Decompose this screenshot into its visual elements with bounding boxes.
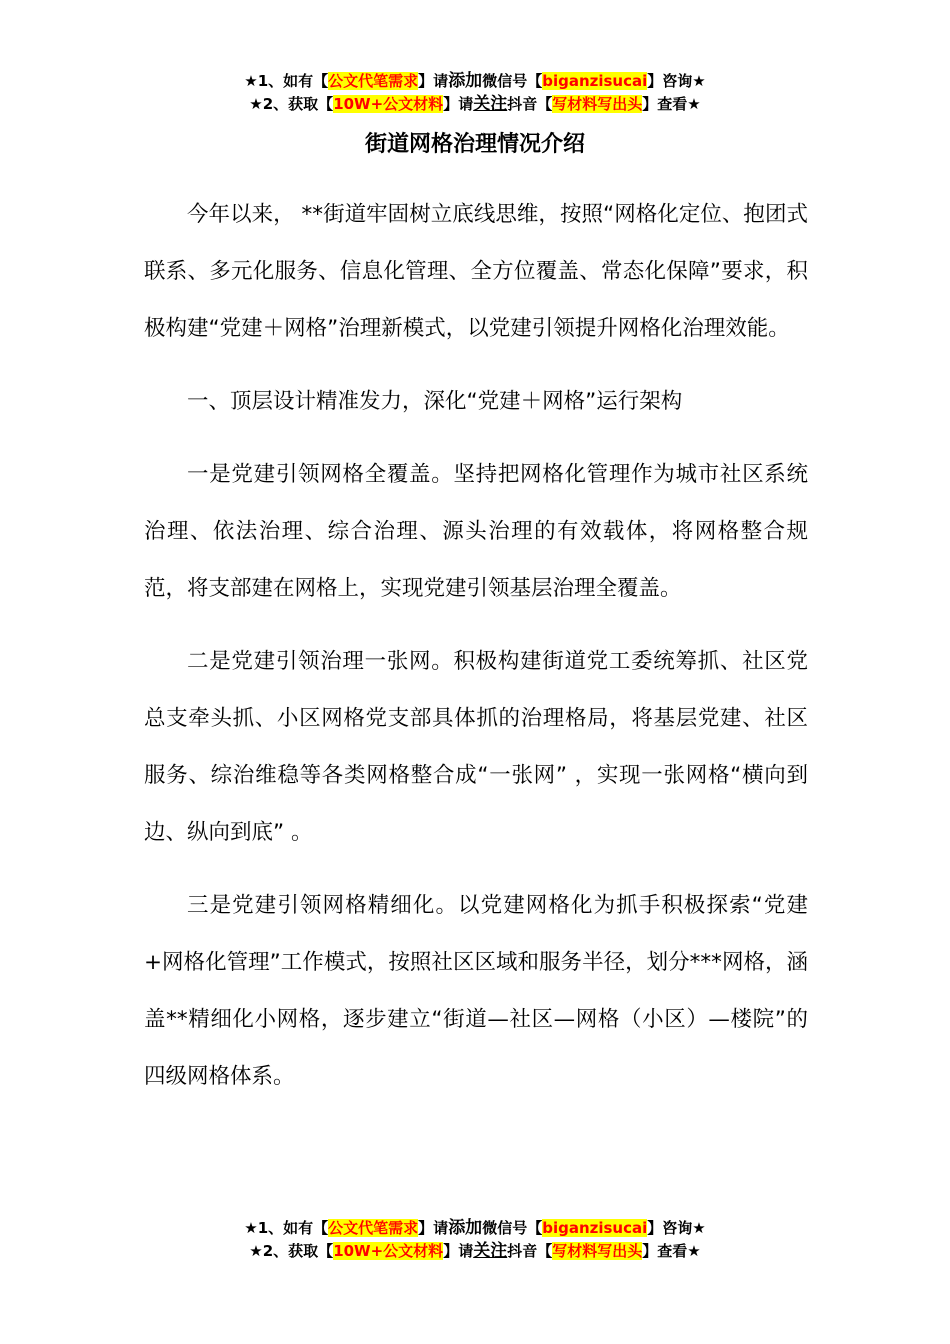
section-heading: 一、顶层设计精准发力，深化“党建＋网格”运行架构 <box>187 389 683 414</box>
banner-line-1 <box>0 70 950 93</box>
paragraph-point-2: 二是党建引领治理一张网。积极构建街道党工委统筹抓、社区党总支牵头抓、小区网格党支部具体抓的治理格局，将基层党建、社区服务、综治维稳等各类网格整合成“一张网” ，实现一张网格“横向到边、纵向到底” 。 <box>144 649 808 845</box>
paragraph-intro: 今年以来， **街道牢固树立底线思维，按照“网格化定位、抱团式联系、多元化服务、信息化管理、全方位覆盖、常态化保障”要求，积极构建“党建＋网格”治理新模式，以党建引领提升网格化治理效能。 <box>144 202 808 341</box>
banner-highlight: 10W+公文材料 <box>333 95 444 113</box>
document-body <box>144 186 808 1121</box>
banner-text: 微信号【 <box>482 72 543 90</box>
banner-text: 抖音【 <box>507 1242 553 1260</box>
banner-emphasis: 添加 <box>448 1218 483 1238</box>
banner-text: 】请 <box>443 1242 474 1260</box>
banner-highlight: biganzisucai <box>542 1219 648 1237</box>
banner-line-1 <box>0 1217 950 1240</box>
banner-highlight: 写材料写出头 <box>552 1242 643 1260</box>
banner-emphasis: 关注 <box>473 94 508 114</box>
paragraph-point-3: 三是党建引领网格精细化。以党建网格化为抓手积极探索“党建+网格化管理”工作模式，按照社区区域和服务半径，划分***网格，涵盖**精细化小网格，逐步建立“街道—社区—网格（小区）—楼院”的四级网格体系。 <box>144 893 808 1089</box>
banner-line-2 <box>0 1240 950 1263</box>
paragraph-point-1: 一是党建引领网格全覆盖。坚持把网格化管理作为城市社区系统治理、依法治理、综合治理、源头治理的有效载体，将网格整合规范，将支部建在网格上，实现党建引领基层治理全覆盖。 <box>144 462 808 601</box>
banner-text: ★2、获取【 <box>249 95 334 113</box>
footer-banner <box>0 1217 950 1263</box>
banner-highlight: 写材料写出头 <box>552 95 643 113</box>
banner-emphasis: 添加 <box>448 71 483 91</box>
banner-text: 】请 <box>418 72 449 90</box>
header-banner <box>0 70 950 116</box>
banner-highlight: 10W+公文材料 <box>333 1242 444 1260</box>
banner-text: 】查看★ <box>642 95 701 113</box>
banner-text: 抖音【 <box>507 95 553 113</box>
banner-line-2 <box>0 93 950 116</box>
banner-text: 】咨询★ <box>647 1219 706 1237</box>
banner-text: 】查看★ <box>642 1242 701 1260</box>
banner-text: ★2、获取【 <box>249 1242 334 1260</box>
banner-text: ★1、如有【 <box>244 1219 329 1237</box>
banner-highlight: biganzisucai <box>542 72 648 90</box>
banner-highlight: 公文代笔需求 <box>328 1219 419 1237</box>
banner-emphasis: 关注 <box>473 1241 508 1261</box>
banner-text: 微信号【 <box>482 1219 543 1237</box>
banner-text: ★1、如有【 <box>244 72 329 90</box>
banner-text: 】咨询★ <box>647 72 706 90</box>
document-title: 街道网格治理情况介绍 <box>364 132 585 157</box>
banner-text: 】请 <box>443 95 474 113</box>
banner-highlight: 公文代笔需求 <box>328 72 419 90</box>
banner-text: 】请 <box>418 1219 449 1237</box>
